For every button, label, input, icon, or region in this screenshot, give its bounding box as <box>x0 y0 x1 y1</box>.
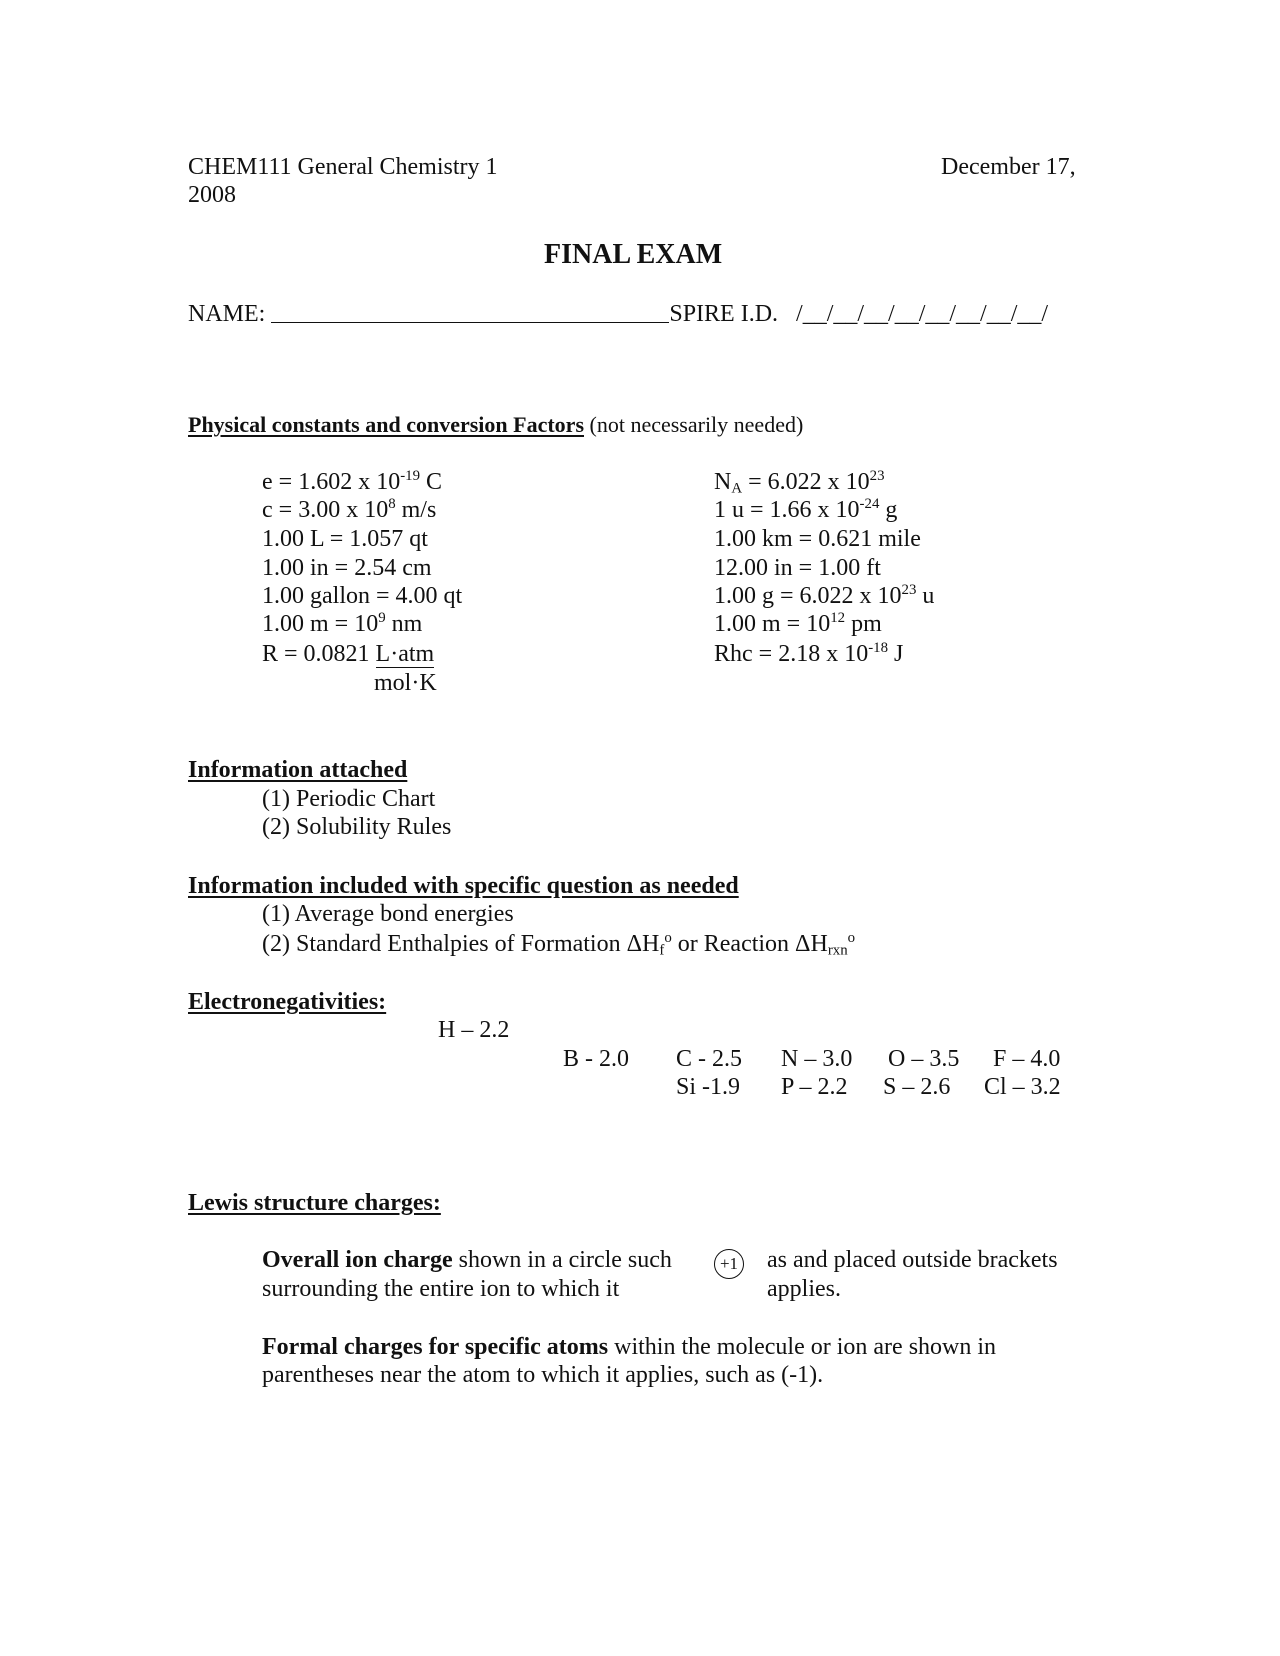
R-numerator: L·atm <box>375 641 435 667</box>
page-title: FINAL EXAM <box>544 239 723 270</box>
name-label: NAME: <box>188 301 266 327</box>
overall-charge-right2: applies. <box>767 1276 841 1302</box>
const-R: R = 0.0821 L·atm <box>262 641 435 667</box>
overall-charge-line2: surrounding the entire ion to which it <box>262 1276 620 1302</box>
constants-heading-line <box>188 414 803 436</box>
en-sulfur: S – 2.6 <box>883 1074 951 1100</box>
info-attached-heading: Information attached <box>188 757 408 783</box>
lewis-heading: Lewis structure charges: <box>188 1190 441 1216</box>
en-nitrogen: N – 3.0 <box>781 1046 853 1072</box>
en-hydrogen: H – 2.2 <box>438 1017 510 1043</box>
const-inch: 1.00 in = 2.54 cm <box>262 555 432 581</box>
const-rhc: Rhc = 2.18 x $10^{-18}$ J <box>714 639 904 667</box>
formal-charge-line1: Formal charges for specific atoms within the molecule or ion are shown in <box>262 1334 997 1360</box>
info-included-item: (1) Average bond energies <box>262 901 514 927</box>
info-included-item: (2) Standard Enthalpies of Formation $\Delta H_f^o$ or Reaction $\Delta H_{rxn}^o$ <box>262 929 856 959</box>
ion-charge-circle: +1 <box>714 1249 744 1279</box>
en-carbon: C - 2.5 <box>676 1046 742 1072</box>
spire-label: SPIRE I.D. <box>669 301 779 327</box>
en-boron: B - 2.0 <box>563 1046 629 1072</box>
const-km: 1.00 km = 0.621 mile <box>714 526 921 552</box>
const-m-pm: 1.00 $m = 10^{12}$ pm <box>714 609 882 637</box>
info-included-heading: Information included with specific question as needed <box>188 873 739 899</box>
spire-id-slots: /__/__/__/__/__/__/__/__/ <box>796 301 1049 327</box>
course-name: CHEM111 General Chemistry 1 <box>188 154 498 180</box>
exam-year: 2008 <box>188 182 236 208</box>
electronegativities-heading: Electronegativities: <box>188 989 387 1015</box>
const-m-nm: 1.00 $m = 10^9$ nm <box>262 609 423 637</box>
formal-charge-line2: parentheses near the atom to which it applies, such as (-1). <box>262 1362 824 1388</box>
constants-note: (not necessarily needed) <box>589 412 804 437</box>
overall-charge-line1: Overall ion charge shown in a circle such <box>262 1247 672 1273</box>
const-liter: 1.00 L = 1.057 qt <box>262 526 428 552</box>
const-ft: 12.00 in = 1.00 ft <box>714 555 881 581</box>
R-denominator: mol·K <box>374 670 437 696</box>
overall-charge-right1: as and placed outside brackets <box>767 1247 1058 1273</box>
en-fluorine: F – 4.0 <box>993 1046 1061 1072</box>
const-gallon: 1.00 gallon = 4.00 qt <box>262 583 463 609</box>
const-e: e = 1.602 x $10^{-19}$ C <box>262 467 443 495</box>
en-chlorine: Cl – 3.2 <box>984 1074 1061 1100</box>
const-avogadro: $N_A = 6.022$ x $10^{23}$ <box>714 467 885 497</box>
const-gram: 1.00 g = 6.022 x $10^{23}$ u <box>714 581 935 609</box>
en-silicon: Si -1.9 <box>676 1074 741 1100</box>
en-phosphorus: P – 2.2 <box>781 1074 848 1100</box>
const-c: c = 3.00 x $10^8$ m/s <box>262 495 437 523</box>
info-attached-item: (2) Solubility Rules <box>262 814 452 840</box>
en-oxygen: O – 3.5 <box>888 1046 960 1072</box>
name-blank <box>271 322 669 323</box>
name-line <box>188 302 1048 326</box>
constants-heading: Physical constants and conversion Factors <box>188 412 584 437</box>
info-attached-item: (1) Periodic Chart <box>262 786 436 812</box>
const-amu: 1 u = 1.66 x $10^{-24}$ g <box>714 495 898 523</box>
exam-date: December 17, <box>941 154 1076 180</box>
